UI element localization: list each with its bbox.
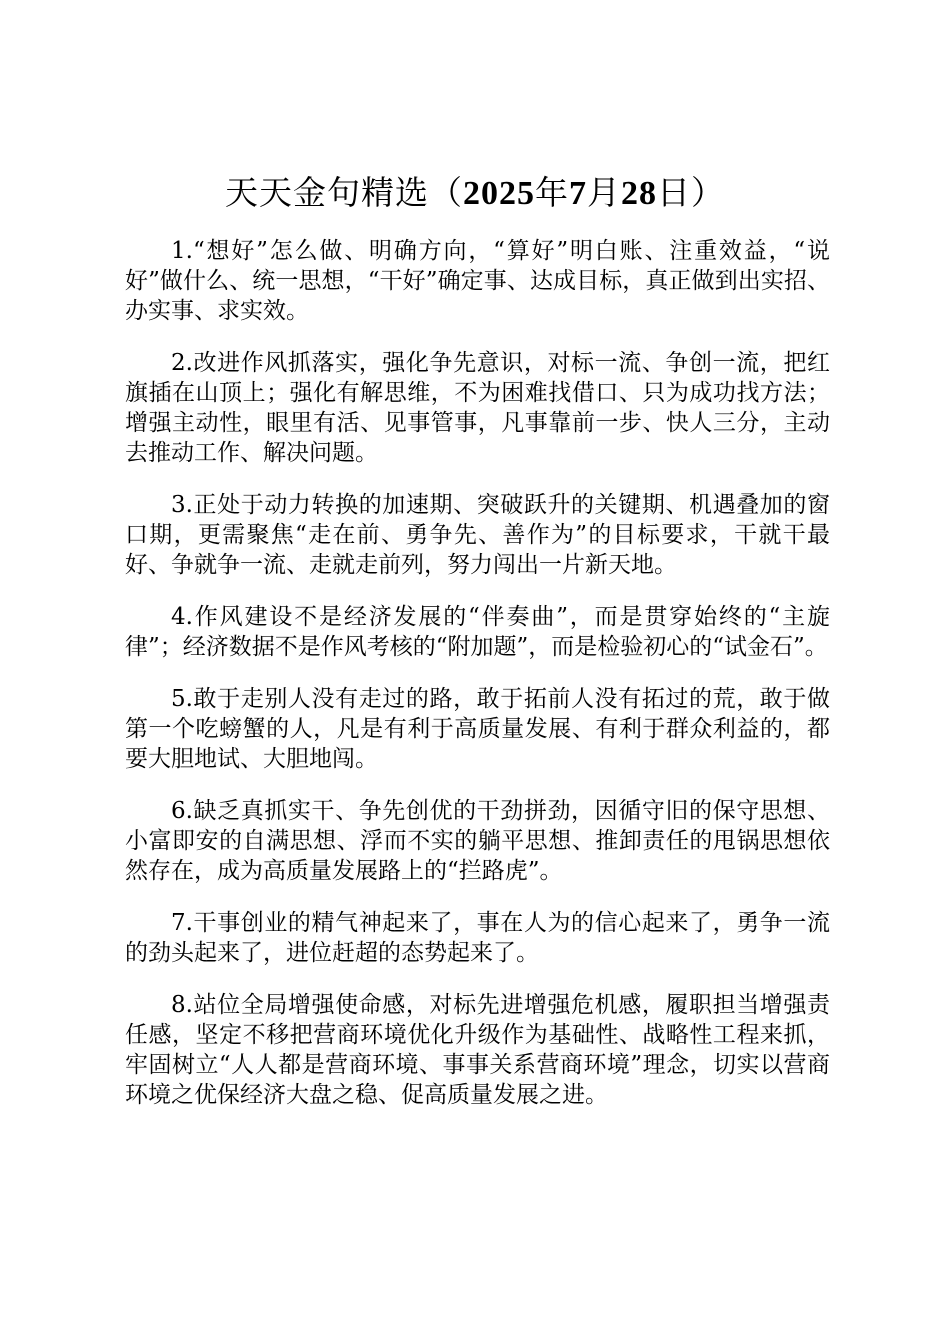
paragraph-5: 5.敢于走别人没有走过的路，敢于拓前人没有拓过的荒，敢于做第一个吃螃蟹的人，凡是有利于高质量发展、有利于群众利益的，都要大胆地试、大胆地闯。	[125, 686, 830, 772]
paragraph-4: 4.作风建设不是经济发展的“伴奏曲”，而是贯穿始终的“主旋律”；经济数据不是作风考核的“附加题”，而是检验初心的“试金石”。	[125, 604, 830, 660]
title-day-unit: 日）	[657, 173, 725, 212]
paragraph-2: 2.改进作风抓落实，强化争先意识，对标一流、争创一流，把红旗插在山顶上；强化有解思维，不为困难找借口、只为成功找方法；增强主动性，眼里有活、见事管事，凡事靠前一步、快人三分，主动去推动工作、解决问题。	[125, 350, 830, 466]
paragraph-3: 3.正处于动力转换的加速期、突破跃升的关键期、机遇叠加的窗口期，更需聚焦“走在前、勇争先、善作为”的目标要求，干就干最好、争就争一流、走就走前列，努力闯出一片新天地。	[125, 492, 830, 578]
document-title	[0, 171, 950, 216]
paragraph-8: 8.站位全局增强使命感，对标先进增强危机感，履职担当增强责任感，坚定不移把营商环境优化升级作为基础性、战略性工程来抓，牢固树立“人人都是营商环境、事事关系营商环境”理念，切实以营商环境之优保经济大盘之稳、促高质量发展之进。	[125, 992, 830, 1108]
title-prefix: 天天金句精选（	[225, 173, 463, 212]
paragraph-7: 7.干事创业的精气神起来了，事在人为的信心起来了，勇争一流的劲头起来了，进位赶超的态势起来了。	[125, 910, 830, 966]
title-month-unit: 月	[587, 173, 621, 212]
paragraph-1: 1.“想好”怎么做、明确方向，“算好”明白账、注重效益，“说好”做什么、统一思想，“干好”确定事、达成目标，真正做到出实招、办实事、求实效。	[125, 238, 830, 324]
title-month: 7	[569, 175, 587, 212]
title-year-unit: 年	[535, 173, 569, 212]
paragraph-6: 6.缺乏真抓实干、争先创优的干劲拼劲，因循守旧的保守思想、小富即安的自满思想、浮而不实的躺平思想、推卸责任的甩锅思想依然存在，成为高质量发展路上的“拦路虎”。	[125, 798, 830, 884]
title-year: 2025	[463, 175, 535, 212]
title-day: 28	[621, 175, 657, 212]
document-body	[125, 236, 830, 1132]
